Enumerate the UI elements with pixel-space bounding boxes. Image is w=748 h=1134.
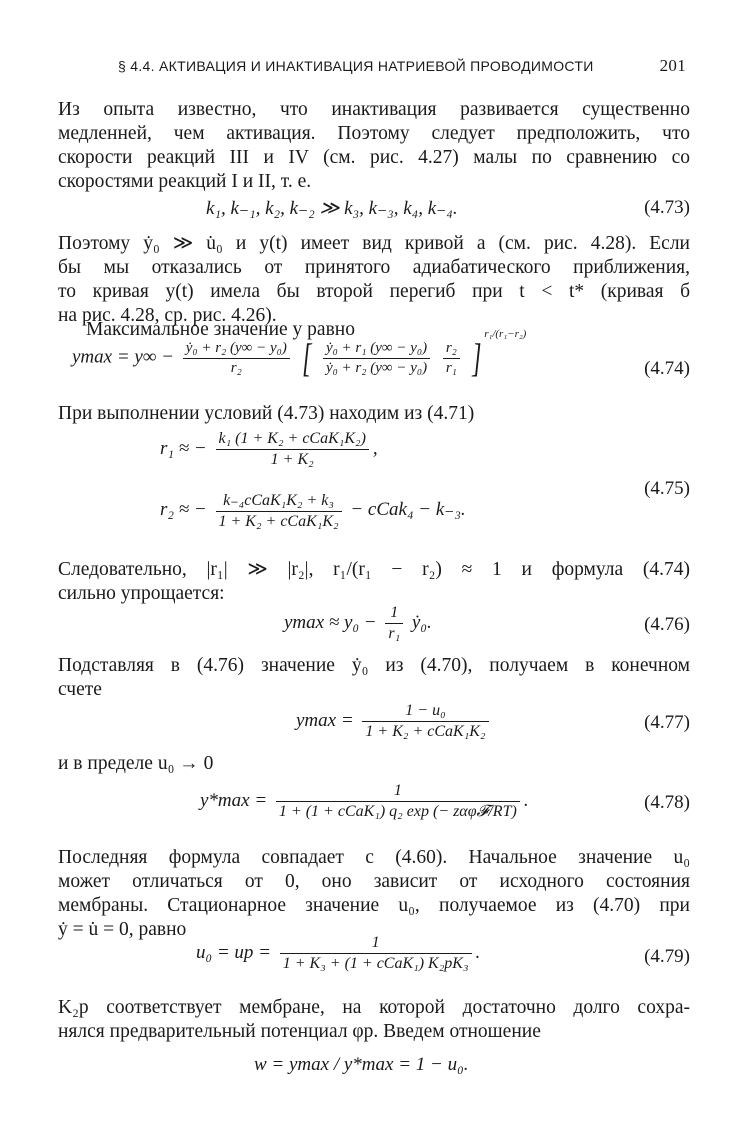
fraction	[216, 430, 369, 469]
denominator: r₂	[230, 359, 242, 376]
numerator: ẏ₀ + r₁ (y∞ − y₀)	[323, 340, 430, 359]
numerator: k₁ (1 + K₂ + cCaK₁K₂)	[216, 430, 369, 450]
paragraph-1	[58, 98, 690, 194]
text-line: может отличаться от 0, оно зависит от исходного состояния	[58, 871, 690, 892]
text-line: Подставляя в (4.76) значение ẏ₀ из (4.70), получаем в конечном	[58, 655, 690, 676]
denominator: r₁	[388, 625, 401, 642]
page-number: 201	[659, 56, 686, 75]
text-line: Следовательно, |r₁| ≫ |r₂|, r₁/(r₁ − r₂) ≈ 1 и формула (4.74)	[58, 559, 690, 580]
text-line: Поэтому ẏ₀ ≫ u̇₀ и y(t) имеет вид кривой a (см. рис. 4.28). Если	[58, 233, 690, 254]
equation-4-78	[200, 782, 529, 821]
exponent: r₁/(r₁−r₂)	[484, 328, 527, 341]
denominator: 1 + K₂ + cCaK₁K₂	[365, 723, 486, 740]
eq-lhs: r₂ ≈ −	[160, 498, 207, 520]
equation-number: (4.74)	[644, 358, 690, 379]
equation-number: (4.77)	[644, 712, 690, 733]
denominator: ẏ₀ + r₂ (y∞ − y₀)	[325, 359, 428, 376]
eq-tail: − cCak₄ − k₋₃.	[350, 498, 466, 520]
paragraph-6	[58, 654, 690, 702]
equation-number: (4.73)	[644, 197, 690, 218]
text-line: ẏ = u̇ = 0, равно	[58, 919, 187, 940]
equation-4-76	[284, 604, 432, 643]
fraction	[280, 934, 472, 973]
paragraph-4	[58, 402, 690, 426]
fraction	[443, 340, 460, 377]
fraction	[216, 490, 342, 531]
text-line: и в пределе u₀ → 0	[58, 753, 214, 774]
numerator: 1 − u₀	[362, 702, 488, 722]
left-bracket: [	[301, 335, 312, 380]
text-line: Последняя формула совпадает с (4.60). Начальное значение u₀	[58, 847, 690, 868]
denominator: 1 + K₂ + cCaK₁K₂	[218, 513, 339, 530]
equation-number: (4.75)	[644, 478, 690, 499]
paragraph-2	[58, 232, 690, 328]
paragraph-8	[58, 846, 690, 942]
equation-number: (4.78)	[644, 792, 690, 813]
section-title: § 4.4. АКТИВАЦИЯ И ИНАКТИВАЦИЯ НАТРИЕВОЙ ПРОВОДИМОСТИ	[118, 58, 594, 74]
text-line: мембраны. Стационарное значение u₀, получаемое из (4.70) при	[58, 895, 690, 916]
denominator: 1 + (1 + cCaK₁) q₂ exp (− zαφ𝓕/RT)	[278, 803, 517, 820]
text-line: счете	[58, 679, 102, 700]
numerator: 1	[385, 604, 403, 624]
paragraph-7	[58, 752, 690, 776]
text-line: При выполнении условий (4.73) находим из (4.71)	[58, 403, 475, 424]
eq-tail: ẏ₀.	[411, 611, 432, 633]
text-line: сильно упрощается:	[58, 583, 225, 604]
eq-lhs: y*max =	[200, 789, 268, 811]
text-line: скорости реакций III и IV (см. рис. 4.27) малы по сравнению со	[58, 147, 690, 168]
eq-tail: .	[523, 789, 529, 811]
equation-4-79	[196, 934, 480, 973]
equation-4-75-r2	[160, 490, 466, 531]
eq-lhs: ymax =	[296, 709, 354, 731]
numerator: 1	[276, 782, 520, 802]
text-line: на рис. 4.28, ср. рис. 4.26).	[58, 305, 277, 326]
denominator: r₁	[445, 359, 457, 376]
fraction	[385, 604, 403, 643]
text-line: Максимальное значение y равно	[86, 319, 355, 340]
text-line: медленней, чем активация. Поэтому следует предположить, что	[58, 123, 690, 144]
paragraph-9	[58, 996, 690, 1044]
right-bracket: ]	[471, 335, 482, 380]
eq-tail: .	[475, 941, 481, 963]
text-line: Из опыта известно, что инактивация развивается существенно	[58, 99, 690, 120]
equation-4-75-r1: r₁ ≈ − $\frac{\text{k₁ (1 + K₂ + cCaK₁K₂)}}{\text{1 + K₂}}$ ,	[160, 430, 378, 468]
eq-lhs: r₁ ≈ −	[160, 437, 207, 459]
numerator: r₂	[443, 340, 460, 359]
denominator: 1 + K₃ + (1 + cCaK₁) K₂pK₃	[282, 955, 469, 972]
text-line: бы мы отказались от принятого адиабатического приближения,	[58, 257, 690, 278]
text-line: нялся предварительный потенциал φp. Введем отношение	[58, 1021, 541, 1042]
text-line: то кривая y(t) имела бы второй перегиб при t < t* (кривая б	[58, 281, 690, 302]
equation-4-73: k₁, k₋₁, k₂, k₋₂ ≫ k₃, k₋₃, k₄, k₋₄.	[206, 198, 458, 219]
equation-number: (4.76)	[644, 614, 690, 635]
eq-lhs: ymax ≈ y₀ −	[284, 611, 377, 633]
running-header	[118, 58, 686, 80]
equation-4-80: w = ymax / y*max = 1 − u₀.	[254, 1054, 469, 1075]
fraction	[362, 702, 488, 741]
eq-lhs: u₀ = up =	[196, 941, 271, 963]
paragraph-5	[58, 558, 690, 606]
equation-4-77	[296, 702, 493, 741]
numerator: 1	[280, 934, 472, 954]
fraction	[323, 340, 430, 377]
equation-number: (4.79)	[644, 946, 690, 967]
eq-lhs: ymax = y∞ −	[72, 346, 174, 368]
fraction	[276, 782, 520, 821]
numerator: k₋₄cCaK₁K₂ + k₃	[216, 490, 342, 512]
text-line: K₂p соответствует мембране, на которой достаточно долго сохра-	[58, 997, 690, 1018]
denominator: 1 + K₂	[270, 451, 314, 468]
numerator: ẏ₀ + r₂ (y∞ − y₀)	[183, 340, 290, 359]
fraction	[183, 340, 290, 377]
text-line: скоростями реакций I и II, т. е.	[58, 171, 312, 192]
